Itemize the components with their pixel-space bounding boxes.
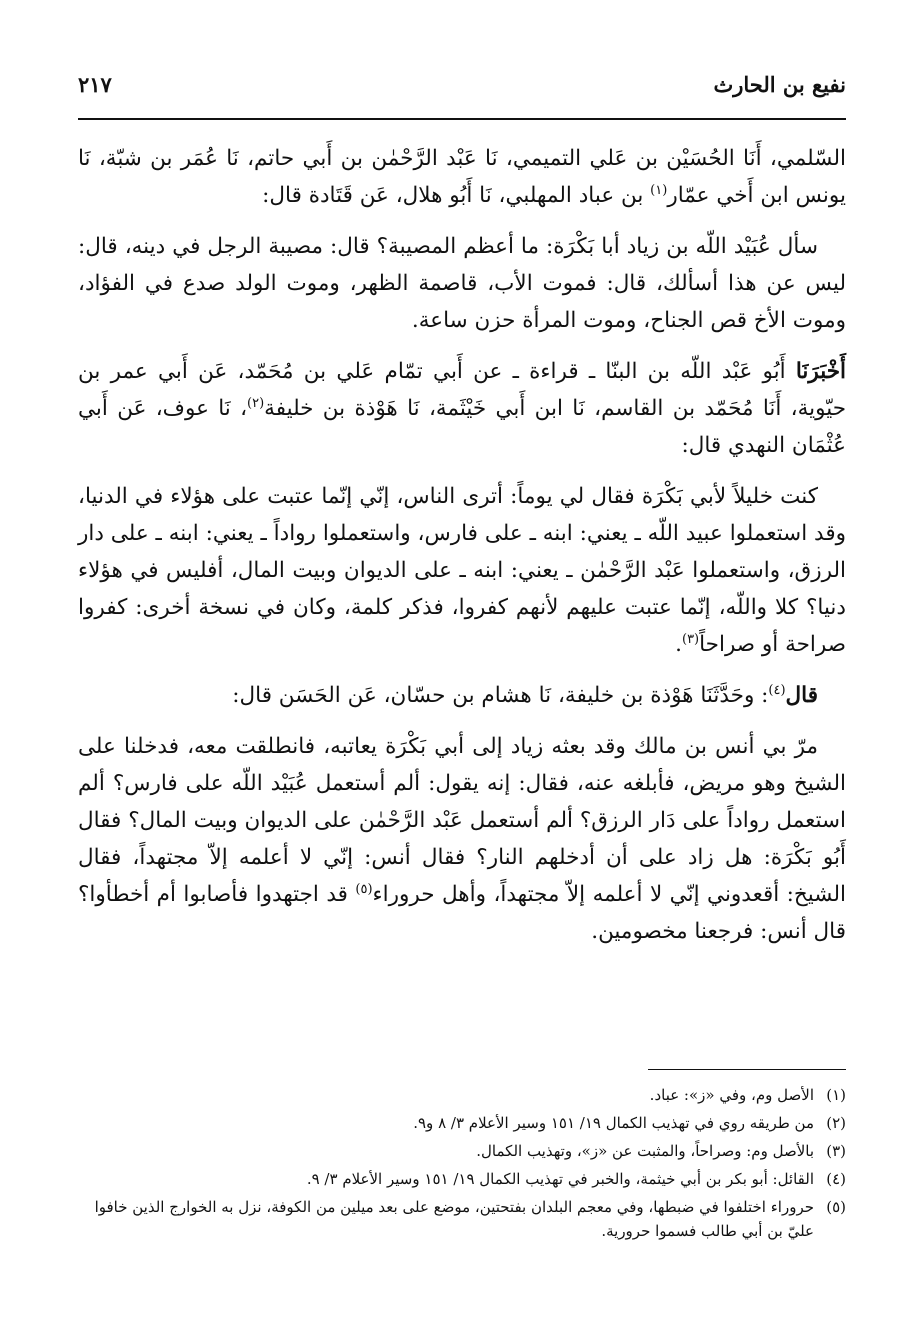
footnote-text: من طريقه روي في تهذيب الكمال ١٩/ ١٥١ وسير الأعلام ٣/ ٨ و٩. bbox=[413, 1114, 814, 1132]
footnote-text: القائل: أبو بكر بن أبي خيثمة، والخبر في تهذيب الكمال ١٩/ ١٥١ وسير الأعلام ٣/ ٩. bbox=[306, 1170, 814, 1188]
page-header bbox=[78, 70, 846, 114]
footnote-number: (٤) bbox=[826, 1170, 846, 1188]
paragraph-narration-3 bbox=[78, 728, 846, 950]
paragraph-text: قد اجتهدوا فأصابوا أم أخطأوا؟ قال أنس: فرجعنا مخصومين. bbox=[78, 882, 846, 944]
main-text bbox=[78, 140, 846, 964]
paragraph-narration-1: سأل عُبَيْد اللّه بن زياد أبا بَكْرَة: ما أعظم المصيبة؟ قال: مصيبة الرجل في دينه، قال: ليس عن هذا أسألك، قال: فموت الأب، قاصمة الظهر، وموت الولد صدع في الفؤاد، وموت الأخ قص الجناح، وموت المرأة حزن ساعة. bbox=[78, 234, 846, 333]
footnote-number: (٣) bbox=[826, 1142, 846, 1160]
page-number: ٢١٧ bbox=[78, 72, 112, 97]
footnote-number: (٢) bbox=[826, 1114, 846, 1132]
paragraph-text: ، نَا عوف، عَن أَبي عُثْمَان النهدي قال: bbox=[78, 396, 846, 458]
header-rule bbox=[78, 118, 846, 120]
footnote-ref-2: (٢) bbox=[247, 395, 265, 411]
paragraph-isnad-2 bbox=[78, 353, 846, 464]
footnote-ref-3: (٣) bbox=[681, 631, 700, 647]
footnote bbox=[78, 1195, 846, 1243]
paragraph-text: . bbox=[675, 632, 682, 657]
paragraph-text: أَبُو عَبْد اللّه بن البنّا ـ قراءة ـ عن أَبي تمّام عَلي بن مُحَمّد، عَن أَبي عمر بن حيّوية، أَنَا مُحَمّد بن القاسم، نَا ابن أَبي خَيْثَمة، نَا هَوْذة بن خليفة bbox=[78, 359, 846, 421]
paragraph-text: : وحَدَّثَنَا هَوْذة بن خليفة، نَا هشام بن حسّان، عَن الحَسَن قال: bbox=[232, 683, 769, 708]
paragraph-isnad-3 bbox=[78, 677, 846, 714]
footnote bbox=[78, 1139, 846, 1163]
footnote-ref-4: (٤) bbox=[768, 682, 786, 698]
footnote-number: (٥) bbox=[826, 1198, 846, 1216]
paragraph-isnad-1 bbox=[78, 140, 846, 214]
paragraph-text: مرّ بي أنس بن مالك وقد بعثه زياد إلى أبي بَكْرَة يعاتبه، فانطلقت معه، فدخلنا على الشيخ وهو مريض، فأبلغه عنه، فقال: إنه يقول: ألم أستعمل عُبَيْد اللّه على فارس؟ ألم استعمل رواداً على دَار الرزق؟ ألم أستعمل عَبْد الرَّحْمٰن على الديوان وبيت المال؟ فقال أَبُو بَكْرَة: هل زاد على أن أدخلهم النار؟ فقال أنس: إنّي لا أعلمه إلاّ مجتهداً، فقال الشيخ: أقعدوني إنّي لا أعلمه إلاّ مجتهداً، وأهل حروراء bbox=[78, 734, 846, 907]
footnote-number: (١) bbox=[826, 1086, 846, 1104]
footnote-ref-1: (١) bbox=[650, 182, 668, 198]
footnote bbox=[78, 1111, 846, 1135]
footnote-text: حروراء اختلفوا في ضبطها، وفي معجم البلدان بفتحتين، موضع على بعد ميلين من الكوفة، نزل به الخوارج الذين خافوا عليّ بن أبي طالب فسموا حرورية. bbox=[94, 1198, 814, 1240]
footnote bbox=[78, 1167, 846, 1191]
running-title: نفيع بن الحارث bbox=[713, 72, 846, 97]
footnote-text: الأصل وم، وفي «ز»: عباد. bbox=[649, 1086, 814, 1104]
footnote bbox=[78, 1083, 846, 1107]
paragraph-text: بن عباد المهلبي، نَا أَبُو هلال، عَن قَتَادة قال: bbox=[262, 183, 651, 208]
paragraph-narration-2 bbox=[78, 478, 846, 663]
paragraph-text: السّلمي، أَنَا الحُسَيْن بن عَلي التميمي، نَا عَبْد الرَّحْمٰن بن أَبي حاتم، نَا عُمَر بن شبّة، نَا يونس ابن أَخي عمّار bbox=[78, 146, 846, 208]
lead-word: أَخْبَرَنَا bbox=[795, 359, 846, 384]
footnote-ref-5: (٥) bbox=[355, 881, 373, 897]
footnote-text: بالأصل وم: وصراحاً، والمثبت عن «ز»، وتهذيب الكمال. bbox=[476, 1142, 814, 1160]
paragraph-text: كنت خليلاً لأبي بَكْرَة فقال لي يوماً: أترى الناس، إنّي إنّما عتبت على هؤلاء في الدنيا، وقد استعملوا عبيد اللّه ـ يعني: ابنه ـ على فارس، واستعملوا رواداً ـ يعني: ابنه ـ على دار الرزق، واستعملوا عَبْد الرَّحْمٰن ـ يعني: ابنه ـ على الديوان وبيت المال، أفليس في هؤلاء دنيا؟ كلا واللّه، إنّما عتبت عليهم لأنهم كفروا، فذكر كلمة، وكان في نسخة أخرى: كفروا صراحة أو صراحاً bbox=[78, 484, 846, 657]
footnotes bbox=[78, 1083, 846, 1247]
footnote-separator bbox=[648, 1069, 846, 1070]
lead-word: قال bbox=[785, 683, 818, 708]
